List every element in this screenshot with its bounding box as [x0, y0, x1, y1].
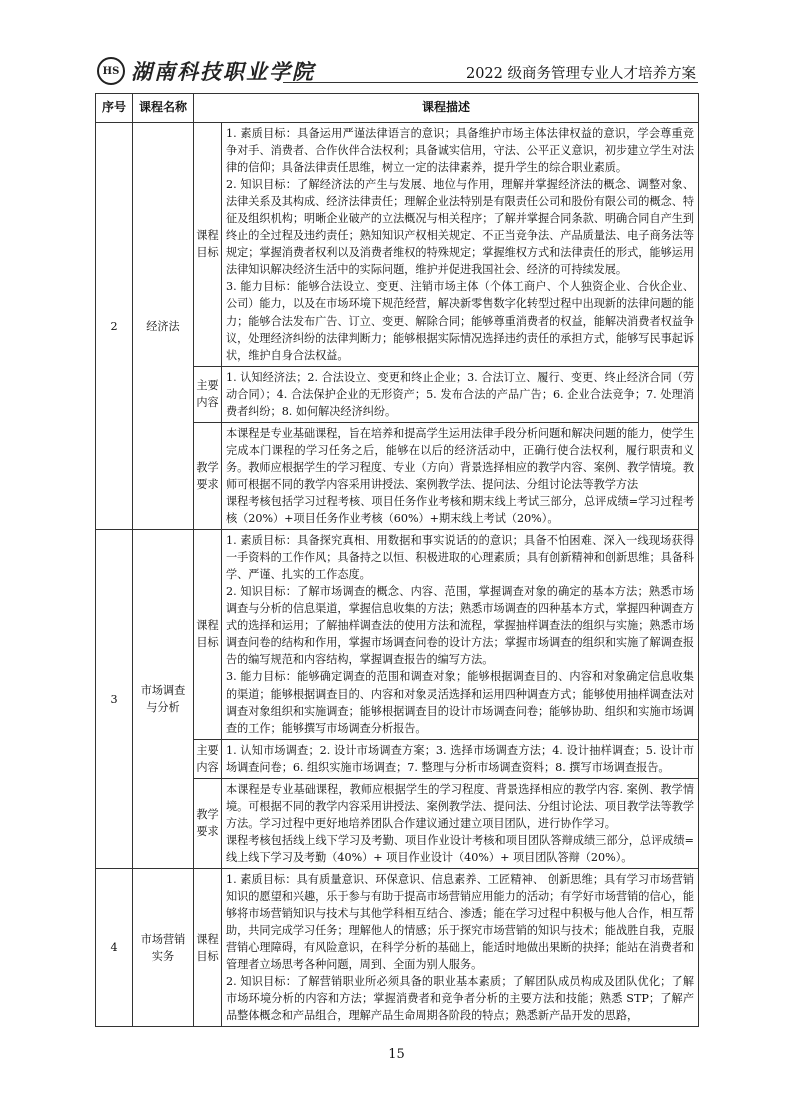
header-no: 序号 [96, 94, 133, 123]
description-paragraph: 2. 知识目标：了解营销职业所必须具备的职业基本素质；了解团队成员构成及团队优化；了解市场环境分析的内容和方法；掌握消费者和竞争者分析的主要方法和技能；熟悉 STP；了解产品整体概念和产品组合，理解产品生命周期各阶段的特点；熟悉新产品开发的思路， [226, 975, 695, 1023]
description-paragraph: 本课程是专业基础课程，教师应根据学生的学习程度、背景选择相应的教学内容. 案例、教学情境。可根据不同的教学内容采用讲授法、案例教学法、提问法、分组讨论法、项目教学法等教学方法。学习过程中更好地培养团队合作建议通过建立项目团队，进行协作学习。 [226, 782, 695, 830]
header-name: 课程名称 [133, 94, 194, 123]
section-description [222, 366, 699, 422]
section-label: 主要内容 [194, 739, 222, 778]
course-number: 2 [96, 123, 133, 530]
section-description [222, 422, 699, 529]
description-paragraph: 3. 能力目标：能够确定调查的范围和调查对象；能够根据调查目的、内容和对象确定信息收集的渠道；能够根据调查目的、内容和对象灵活选择和运用四种调查方式；能够使用抽样调查法对调查对象组织和实施调查；能够根据调查目的设计市场调查问卷；能够协助、组织和实施市场调查的工作；能够撰写市场调查分析报告。 [226, 670, 695, 735]
section-description [222, 530, 699, 740]
school-seal-icon: HS [97, 57, 125, 85]
section-label: 主要内容 [194, 366, 222, 422]
description-paragraph: 2. 知识目标：了解市场调查的概念、内容、范围，掌握调查对象的确定的基本方法；熟悉市场调查与分析的信息渠道，掌握信息收集的方法；熟悉市场调查的四种基本方式，掌握四种调查方式的选择和运用；了解抽样调查法的使用方法和流程，掌握抽样调查法的组织与实施；熟悉市场调查问卷的结构和作用，掌握市场调查问卷的设计方法；掌握市场调查的组织和实施了解调查报告的编写规范和内容结构，掌握调查报告的编写方法。 [226, 585, 695, 667]
school-name-logo: 湖南科技职业学院 [131, 59, 315, 84]
header-rule [283, 82, 698, 83]
table-body [96, 123, 699, 1027]
description-paragraph: 1. 素质目标：具有质量意识、环保意识、信息素养、工匠精神、 创新思维；具有学习市场营销知识的愿望和兴趣，乐于参与有助于提高市场营销应用能力的活动；有学好市场营销的信心，能够将市场营销知识与技术与其他学科相互结合、渗透；能在学习过程中积极与他人合作，相互帮助，共同完成学习任务；理解他人的情感；乐于探究市场营销的知识与技术；能战胜自我，克服营销心理障碍，有风险意识，在科学分析的基础上，能适时地做出果断的抉择；能站在消费者和管理者立场思考各种问题，周到、全面为别人服务。 [226, 872, 695, 972]
description-paragraph: 课程考核包括学习过程考核、项目任务作业考核和期末线上考试三部分，总评成绩=学习过程考核（20%）+项目任务作业考核（60%）+期末线上考试（20%）。 [226, 494, 695, 526]
table-row [96, 530, 699, 740]
description-paragraph: 3. 能力目标：能够合法设立、变更、注销市场主体（个体工商户、个人独资企业、合伙企业、公司）能力，以及在市场环境下规范经营，解决新零售数字化转型过程中出现新的法律问题的能力；能够合法发布广告、订立、变更、解除合同；能够尊重消费者的权益，能解决消费者权益争议，处理经济纠纷的法律判断力；能够根据实际情况选择违约责任的承担方式，能够写民事起诉状，维护自身合法权益。 [226, 280, 695, 362]
table-row [96, 123, 699, 367]
section-description [222, 123, 699, 367]
table-header-row [96, 94, 699, 123]
header-desc: 课程描述 [194, 94, 699, 123]
course-name: 经济法 [133, 123, 194, 530]
document-title: 2022 级商务管理专业人才培养方案 [465, 66, 696, 82]
course-name: 市场营销实务 [133, 868, 194, 1026]
page-number: 15 [388, 1047, 405, 1062]
section-description [222, 739, 699, 778]
course-name: 市场调查与分析 [133, 530, 194, 869]
description-paragraph: 1. 认知经济法；2. 合法设立、变更和终止企业；3. 合法订立、履行、变更、终止经济合同（劳动合同）；4. 合法保护企业的无形资产；5. 发布合法的产品广告；6. 企业合法竞争；7. 处理消费者纠纷；8. 如何解决经济纠纷。 [226, 370, 695, 418]
description-paragraph: 1. 素质目标：具备运用严谨法律语言的意识；具备维护市场主体法律权益的意识，学会尊重竞争对手、消费者、合作伙伴合法权利；具备诚实信用，守法、公平正义意识，初步建立学生对法律的信仰；具备法律责任思维，树立一定的法律素养，提升学生的综合职业素质。 [226, 127, 695, 175]
description-paragraph: 1. 素质目标：具备探究真相、用数据和事实说话的的意识；具备不怕困难、深入一线现场获得一手资料的工作作风；具备持之以恒、积极进取的心理素质；具有创新精神和创新思维；具备科学、严谨、扎实的工作态度。 [226, 534, 695, 582]
description-paragraph: 本课程是专业基础课程，旨在培养和提高学生运用法律手段分析问题和解决问题的能力，使学生完成本门课程的学习任务之后，能够在以后的经济活动中，正确行使合法权利，履行职责和义务。教师应根据学生的学习程度、专业（方向）背景选择相应的教学内容、案例、教学情境。教师可根据不同的教学内容采用讲授法、案例教学法、提问法、分组讨论法等教学方法 [226, 426, 695, 491]
section-description [222, 778, 699, 868]
description-paragraph: 2. 知识目标：了解经济法的产生与发展、地位与作用，理解并掌握经济法的概念、调整对象、法律关系及其构成、经济法律责任；理解企业法特别是有限责任公司和股份有限公司的概念、特征及组织机构；明晰企业破产的立法概况与相关程序；了解并掌握合同条款、明确合同自产生到终止的全过程及违约责任；熟知知识产权相关规定、不正当竞争法、产品质量法、电子商务法等规定；掌握消费者权利以及消费者维权的特殊规定；掌握维权方式和法律责任的形式，能够运用法律知识解决经济生活中的实际问题，维护并促进我国社会、经济的可持续发展。 [226, 178, 695, 277]
course-table [95, 93, 699, 1027]
description-paragraph: 1. 认知市场调查；2. 设计市场调查方案；3. 选择市场调查方法；4. 设计抽样调查；5. 设计市场调查问卷；6. 组织实施市场调查；7. 整理与分析市场调查资料；8. 撰写市场调查报告。 [226, 743, 695, 774]
section-label: 教学要求 [194, 778, 222, 868]
course-number: 3 [96, 530, 133, 869]
section-label: 教学要求 [194, 422, 222, 529]
section-label: 课程目标 [194, 868, 222, 1026]
section-label: 课程目标 [194, 530, 222, 740]
course-number: 4 [96, 868, 133, 1026]
section-label: 课程目标 [194, 123, 222, 367]
description-paragraph: 课程考核包括线上线下学习及考勤、项目作业设计考核和项目团队答辩成绩三部分，总评成绩= 线上线下学习及考勤（40%）+ 项目作业设计（40%）+ 项目团队答辩（20%）。 [226, 833, 695, 864]
table-row [96, 868, 699, 1026]
section-description [222, 868, 699, 1026]
